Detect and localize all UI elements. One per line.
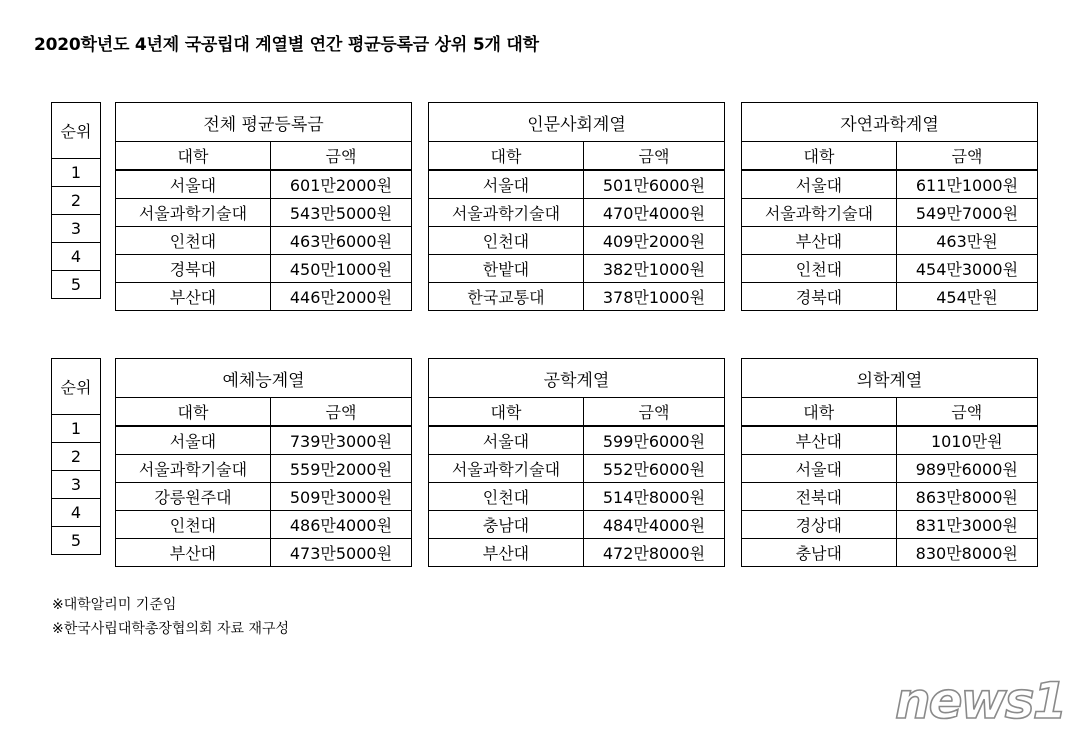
table-row xyxy=(429,455,725,483)
school-cell: 서울대 xyxy=(742,171,897,199)
amount-cell: 863만8000원 xyxy=(896,483,1037,511)
table-row xyxy=(116,255,412,283)
rank-cell: 2 xyxy=(52,187,101,215)
amount-cell: 739만3000원 xyxy=(270,427,411,455)
rank-cell: 2 xyxy=(52,443,101,471)
amount-cell: 509만3000원 xyxy=(270,483,411,511)
category-table xyxy=(741,102,1038,311)
amount-column-header: 금액 xyxy=(896,398,1037,426)
table-row xyxy=(429,199,725,227)
school-column-header: 대학 xyxy=(429,142,584,170)
category-table xyxy=(115,102,412,311)
table-row xyxy=(116,539,412,567)
school-cell: 충남대 xyxy=(429,511,584,539)
school-cell: 인천대 xyxy=(429,227,584,255)
amount-cell: 611만1000원 xyxy=(896,171,1037,199)
school-cell: 경북대 xyxy=(742,283,897,311)
school-cell: 부산대 xyxy=(742,427,897,455)
amount-cell: 472만8000원 xyxy=(583,539,724,567)
table-row xyxy=(429,427,725,455)
amount-column-header: 금액 xyxy=(270,398,411,426)
school-column-header: 대학 xyxy=(116,142,271,170)
school-cell: 서울대 xyxy=(116,427,271,455)
table-row xyxy=(742,511,1038,539)
amount-column-header: 금액 xyxy=(270,142,411,170)
school-cell: 부산대 xyxy=(429,539,584,567)
amount-cell: 463만원 xyxy=(896,227,1037,255)
amount-cell: 543만5000원 xyxy=(270,199,411,227)
table-row xyxy=(116,283,412,311)
rank-header: 순위 xyxy=(52,103,101,159)
school-cell: 부산대 xyxy=(116,539,271,567)
category-header: 공학계열 xyxy=(429,359,725,398)
amount-cell: 831만3000원 xyxy=(896,511,1037,539)
school-cell: 충남대 xyxy=(742,539,897,567)
school-column-header: 대학 xyxy=(742,398,897,426)
school-column-header: 대학 xyxy=(116,398,271,426)
table-row xyxy=(116,483,412,511)
category-table xyxy=(428,358,725,567)
amount-cell: 450만1000원 xyxy=(270,255,411,283)
rank-cell: 3 xyxy=(52,215,101,243)
page-title: 2020학년도 4년제 국공립대 계열별 연간 평균등록금 상위 5개 대학 xyxy=(34,35,539,55)
amount-cell: 601만2000원 xyxy=(270,171,411,199)
category-table xyxy=(741,358,1038,567)
table-row xyxy=(429,227,725,255)
school-cell: 부산대 xyxy=(742,227,897,255)
table-row xyxy=(429,255,725,283)
table-row xyxy=(742,171,1038,199)
category-header: 의학계열 xyxy=(742,359,1038,398)
amount-cell: 501만6000원 xyxy=(583,171,724,199)
amount-cell: 1010만원 xyxy=(896,427,1037,455)
amount-cell: 382만1000원 xyxy=(583,255,724,283)
school-cell: 한국교통대 xyxy=(429,283,584,311)
table-row xyxy=(429,283,725,311)
amount-cell: 559만2000원 xyxy=(270,455,411,483)
table-row xyxy=(429,539,725,567)
school-cell: 서울과학기술대 xyxy=(742,199,897,227)
table-row xyxy=(116,199,412,227)
rank-column-top xyxy=(51,102,101,299)
school-cell: 인천대 xyxy=(742,255,897,283)
table-row xyxy=(742,255,1038,283)
school-cell: 서울대 xyxy=(429,427,584,455)
amount-cell: 599만6000원 xyxy=(583,427,724,455)
amount-cell: 454만원 xyxy=(896,283,1037,311)
table-row xyxy=(742,539,1038,567)
school-cell: 서울대 xyxy=(116,171,271,199)
amount-column-header: 금액 xyxy=(583,398,724,426)
category-header: 전체 평균등록금 xyxy=(116,103,412,142)
amount-cell: 514만8000원 xyxy=(583,483,724,511)
table-row xyxy=(429,171,725,199)
rank-cell: 5 xyxy=(52,271,101,299)
amount-cell: 463만6000원 xyxy=(270,227,411,255)
amount-cell: 486만4000원 xyxy=(270,511,411,539)
amount-cell: 989만6000원 xyxy=(896,455,1037,483)
amount-cell: 552만6000원 xyxy=(583,455,724,483)
amount-cell: 454만3000원 xyxy=(896,255,1037,283)
amount-cell: 830만8000원 xyxy=(896,539,1037,567)
school-cell: 서울과학기술대 xyxy=(429,455,584,483)
school-cell: 인천대 xyxy=(429,483,584,511)
category-header: 인문사회계열 xyxy=(429,103,725,142)
rank-cell: 1 xyxy=(52,415,101,443)
table-row xyxy=(742,199,1038,227)
amount-column-header: 금액 xyxy=(896,142,1037,170)
table-row xyxy=(116,455,412,483)
school-cell: 서울과학기술대 xyxy=(429,199,584,227)
category-header: 예체능계열 xyxy=(116,359,412,398)
school-cell: 경상대 xyxy=(742,511,897,539)
amount-cell: 549만7000원 xyxy=(896,199,1037,227)
school-cell: 서울과학기술대 xyxy=(116,199,271,227)
school-cell: 서울대 xyxy=(742,455,897,483)
table-row xyxy=(742,227,1038,255)
table-row xyxy=(429,511,725,539)
table-row xyxy=(116,427,412,455)
table-row xyxy=(742,427,1038,455)
rank-column-bottom xyxy=(51,358,101,555)
amount-cell: 470만4000원 xyxy=(583,199,724,227)
source-note: ※한국사립대학총장협의회 자료 재구성 xyxy=(52,621,290,637)
amount-cell: 473만5000원 xyxy=(270,539,411,567)
table-row xyxy=(742,283,1038,311)
source-note: ※대학알리미 기준임 xyxy=(52,597,177,613)
school-cell: 경북대 xyxy=(116,255,271,283)
table-row xyxy=(742,455,1038,483)
category-table xyxy=(428,102,725,311)
table-row xyxy=(742,483,1038,511)
category-header: 자연과학계열 xyxy=(742,103,1038,142)
amount-cell: 378만1000원 xyxy=(583,283,724,311)
rank-cell: 4 xyxy=(52,499,101,527)
amount-cell: 409만2000원 xyxy=(583,227,724,255)
school-cell: 강릉원주대 xyxy=(116,483,271,511)
table-row xyxy=(429,483,725,511)
school-cell: 한밭대 xyxy=(429,255,584,283)
amount-cell: 446만2000원 xyxy=(270,283,411,311)
rank-cell: 4 xyxy=(52,243,101,271)
rank-cell: 5 xyxy=(52,527,101,555)
table-row xyxy=(116,227,412,255)
school-column-header: 대학 xyxy=(742,142,897,170)
school-cell: 인천대 xyxy=(116,511,271,539)
school-cell: 부산대 xyxy=(116,283,271,311)
school-column-header: 대학 xyxy=(429,398,584,426)
amount-column-header: 금액 xyxy=(583,142,724,170)
amount-cell: 484만4000원 xyxy=(583,511,724,539)
rank-cell: 1 xyxy=(52,159,101,187)
school-cell: 인천대 xyxy=(116,227,271,255)
school-cell: 서울과학기술대 xyxy=(116,455,271,483)
table-row xyxy=(116,171,412,199)
rank-header: 순위 xyxy=(52,359,101,415)
table-row xyxy=(116,511,412,539)
school-cell: 서울대 xyxy=(429,171,584,199)
school-cell: 전북대 xyxy=(742,483,897,511)
news1-watermark-logo: news1 xyxy=(895,672,1066,730)
category-table xyxy=(115,358,412,567)
rank-cell: 3 xyxy=(52,471,101,499)
